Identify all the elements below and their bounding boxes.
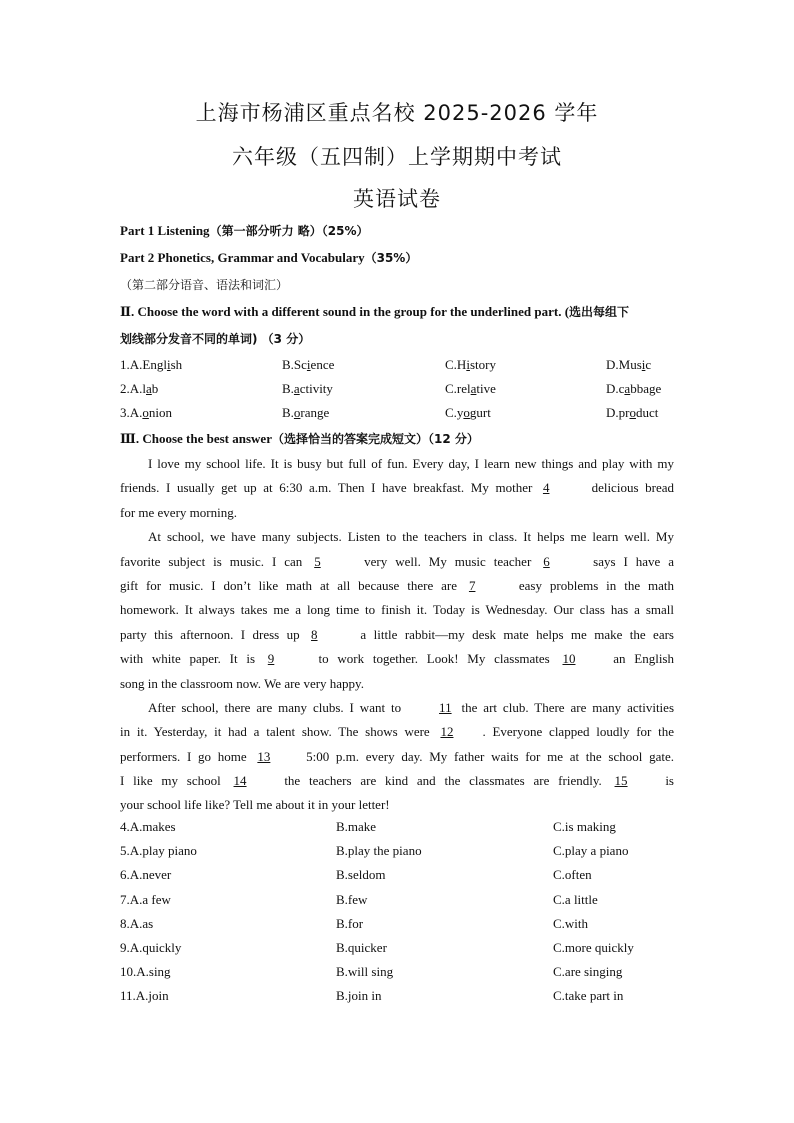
choice-option-a: 10.A.sing [120, 964, 171, 980]
answer-blank: 6 [543, 553, 550, 569]
section3-roman: Ⅲ. [120, 431, 140, 446]
answer-blank: 9 [267, 651, 275, 667]
choice-row [120, 892, 680, 912]
word-part: B. [282, 381, 294, 396]
word-part: duct [635, 405, 659, 420]
passage-line [120, 452, 674, 476]
underlined-letter: a [470, 381, 477, 396]
passage-line [120, 647, 674, 671]
phonetics-option-a [120, 357, 182, 373]
passage-text: a little rabbit—my desk mate helps me make the ears [353, 626, 674, 642]
passage-line [120, 550, 674, 574]
choice-row [120, 964, 680, 984]
word-part: D.c [606, 381, 625, 396]
choice-option-c: C.with [553, 915, 589, 931]
section2-heading-line2 [120, 330, 310, 347]
passage-line [120, 623, 674, 647]
part2-heading-score: （35%） [364, 251, 418, 265]
passage-line [120, 598, 674, 622]
passage-line [120, 574, 674, 598]
section3-heading [120, 430, 479, 447]
choice-option-c: C.often [553, 867, 592, 883]
choice-option-b: B.few [336, 891, 368, 907]
passage-text: in it. Yesterday, it had a talent show. The shows were [120, 724, 437, 740]
answer-blank: 11 [439, 699, 452, 715]
passage-line [120, 696, 674, 720]
word-part: sh [170, 357, 183, 372]
underlined-letter: i [466, 357, 470, 372]
passage-line [120, 720, 674, 744]
phonetics-option-b [282, 405, 329, 421]
choice-row [120, 819, 680, 839]
passage-line [120, 525, 674, 549]
exam-title-line3: 英语试卷 [353, 187, 441, 211]
choice-option-a: 4.A.makes [120, 819, 176, 834]
answer-blank: 13 [257, 748, 271, 764]
choice-option-b: B.quicker [336, 940, 387, 955]
part1-heading [120, 222, 368, 239]
word-part: B. [282, 405, 294, 420]
word-part: gurt [469, 405, 491, 420]
phonetics-option-b [282, 357, 334, 373]
underlined-letter: a [624, 381, 631, 396]
passage-text: for me every morning. [120, 504, 237, 520]
passage-text: friends. I usually get up at 6:30 a.m. Then I have breakfast. My mother [120, 480, 539, 496]
answer-blank: 4 [542, 480, 550, 496]
section2-roman: Ⅱ. [120, 304, 135, 319]
passage-text: At school, we have many subjects. Listen to the teachers in class. It helps me learn well. My [148, 529, 674, 545]
passage-text: is [656, 773, 674, 789]
choice-row [120, 940, 680, 960]
underlined-letter: o [463, 405, 470, 420]
word-part: ctivity [299, 381, 333, 396]
passage-text: song in the classroom now. We are very happy. [120, 675, 364, 691]
section3-heading-en: Choose the best answer [139, 431, 272, 446]
word-part: B.Sc [282, 357, 307, 372]
word-part: range [300, 405, 330, 420]
word-part: b [151, 381, 159, 396]
part1-heading-cn: （第一部分听力 略）（25%） [209, 224, 369, 238]
passage-text: 5:00 p.m. every day. My father waits for me at the school gate. [299, 748, 674, 764]
underlined-letter: a [146, 381, 152, 396]
exam-title-line1: 上海市杨浦区重点名校 2025-2026 学年 [195, 101, 599, 125]
section3-heading-cn: （选择恰当的答案完成短文）（12 分） [271, 432, 479, 446]
passage-text: easy problems in the math [510, 577, 675, 593]
choice-option-b: B.play the piano [336, 843, 422, 859]
choice-option-b: B.join in [336, 988, 382, 1004]
part1-heading-en: Part 1 Listening [120, 223, 210, 238]
word-part: Engl [142, 357, 167, 372]
passage-text: with white paper. It is [120, 651, 264, 667]
phonetics-option-d [606, 405, 658, 421]
word-part: tive [476, 381, 496, 396]
question-number: 3.A. [120, 405, 143, 420]
passage-line [120, 501, 674, 525]
question-number: 2.A. [120, 381, 143, 396]
underlined-letter: o [142, 405, 149, 420]
passage-line [120, 745, 674, 769]
answer-blank: 12 [440, 724, 454, 740]
choice-option-c: C.are singing [553, 964, 623, 980]
part2-heading-en: Part 2 Phonetics, Grammar and Vocabulary [120, 250, 365, 265]
passage-text: party this afternoon. I dress up [120, 626, 308, 642]
exam-title-line2: 六年级（五四制）上学期期中考试 [232, 145, 562, 169]
choice-option-c: C.play a piano [553, 843, 629, 859]
phonetics-row [120, 405, 680, 425]
passage-text: gift for music. I don’t like math at all because there are [120, 577, 465, 593]
choice-option-b: B.will sing [336, 964, 394, 980]
answer-blank: 15 [614, 773, 628, 789]
phonetics-option-d [606, 381, 661, 397]
word-part: C.H [445, 357, 467, 372]
phonetics-option-c [445, 405, 491, 421]
underlined-letter: i [641, 357, 646, 372]
passage-text: says I have a [585, 553, 674, 569]
section2-heading-cn1: 选出每组下 [569, 305, 630, 319]
section2-heading-cn2: 划线部分发音不同的单词 [120, 332, 253, 346]
choice-option-c: C.a little [553, 891, 598, 907]
part2-heading [120, 249, 417, 266]
choice-option-a: 5.A.play piano [120, 843, 197, 859]
passage-text: delicious bread [584, 480, 675, 496]
passage-text: homework. It always takes me a long time to finish it. Today is Wednesday. Our class has a small [120, 602, 674, 618]
part2-subheading [120, 276, 288, 293]
choice-row [120, 916, 680, 936]
choice-option-c: C.more quickly [553, 940, 634, 955]
underlined-letter: o [293, 405, 301, 420]
choice-option-a: 11.A.join [120, 988, 169, 1004]
question-number: 1.A. [120, 357, 143, 372]
word-part: D.Mus [606, 357, 642, 372]
passage-text: the teachers are kind and the classmates are friendly. [275, 773, 611, 789]
underlined-letter: o [629, 405, 636, 420]
passage-text: After school, there are many clubs. I want to [148, 699, 408, 715]
passage-line [120, 769, 674, 793]
answer-blank: 14 [233, 773, 247, 789]
choice-option-a: 6.A.never [120, 867, 172, 883]
choice-row [120, 843, 680, 863]
passage-line [120, 476, 674, 500]
passage-text: your school life like? Tell me about it in your letter! [120, 797, 390, 813]
choice-option-c: C.take part in [553, 988, 624, 1004]
phonetics-option-c [445, 381, 496, 397]
underlined-letter: i [306, 357, 311, 372]
answer-blank: 8 [311, 626, 318, 642]
word-part: story [469, 357, 496, 372]
word-part: C.y [445, 405, 464, 420]
answer-blank: 5 [314, 553, 321, 569]
phonetics-option-d [606, 357, 651, 373]
phonetics-option-c [445, 357, 496, 373]
phonetics-row [120, 381, 680, 401]
passage-text: I love my school life. It is busy but full of fun. Every day, I learn new things and play with my [148, 456, 674, 471]
choice-option-b: B.make [336, 819, 377, 834]
answer-blank: 10 [562, 651, 576, 667]
section2-heading [120, 303, 629, 320]
passage-text: the art club. There are many activities [455, 699, 674, 715]
word-part: bbage [630, 381, 662, 396]
word-part: c [645, 357, 652, 372]
part2-subheading-cn: （第二部分语音、语法和词汇） [120, 278, 289, 292]
phonetics-row [120, 357, 680, 377]
underlined-letter: i [166, 357, 171, 372]
passage-text: very well. My music teacher [356, 553, 540, 569]
answer-blank: 7 [468, 577, 476, 593]
passage-text: . Everyone clapped loudly for the [482, 724, 674, 740]
passage-text: to work together. Look! My classmates [309, 651, 559, 667]
choice-option-a: 8.A.as [120, 915, 154, 931]
choice-option-a: 9.A.quickly [120, 940, 182, 955]
phonetics-option-a [120, 381, 158, 397]
passage-text: an English [604, 651, 674, 667]
passage-text: I like my school [120, 773, 230, 789]
choice-option-c: C.is making [553, 819, 616, 834]
underlined-letter: a [293, 381, 300, 396]
passage-text: performers. I go home [120, 748, 254, 764]
word-part: ence [310, 357, 335, 372]
choice-row [120, 988, 680, 1008]
choice-option-a: 7.A.a few [120, 891, 171, 907]
choice-option-b: B.seldom [336, 867, 386, 883]
phonetics-option-a [120, 405, 172, 421]
word-part: D.pr [606, 405, 630, 420]
reading-passage [120, 452, 674, 818]
passage-line [120, 672, 674, 696]
section2-score: ) （3 分） [252, 332, 311, 346]
word-part: C.rel [445, 381, 471, 396]
choice-option-b: B.for [336, 915, 364, 931]
phonetics-option-b [282, 381, 333, 397]
passage-text: favorite subject is music. I can [120, 553, 311, 569]
word-part: nion [148, 405, 173, 420]
section2-heading-en: Choose the word with a different sound in the group for the underlined part. ( [134, 304, 570, 319]
choice-row [120, 867, 680, 887]
word-part: l [142, 381, 147, 396]
passage-line [120, 793, 674, 817]
